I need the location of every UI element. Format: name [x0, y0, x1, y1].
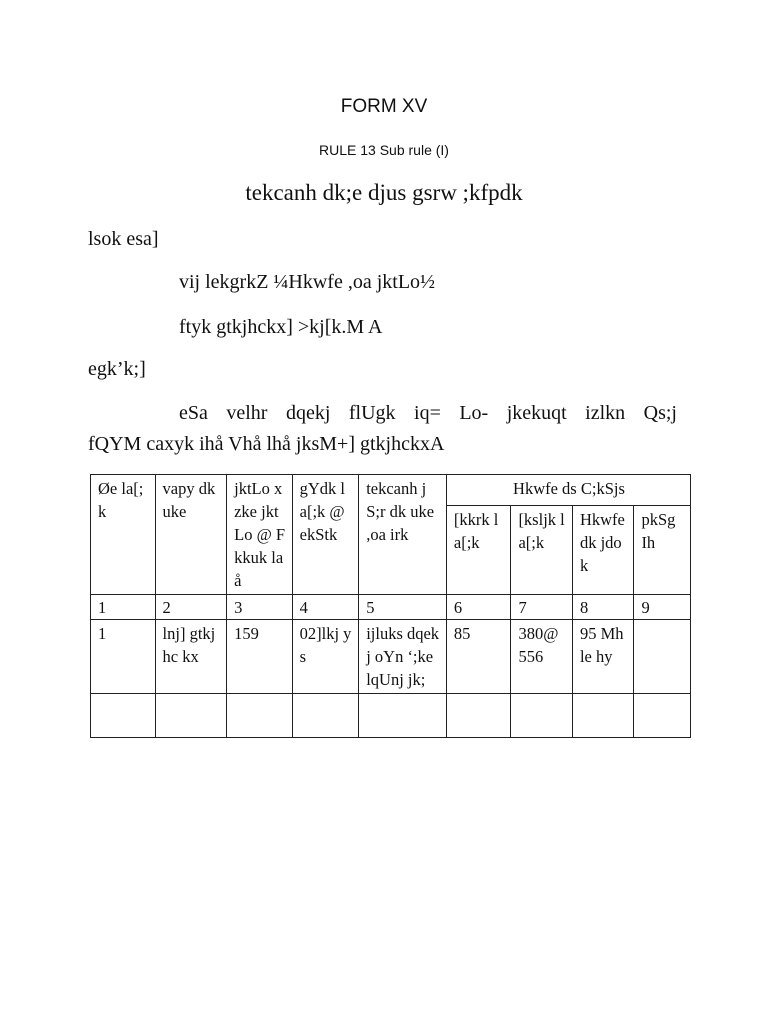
document-heading: tekcanh dk;e djus gsrw ;kfpdk [245, 180, 523, 205]
column-number: 8 [572, 595, 634, 620]
column-number: 7 [511, 595, 573, 620]
table-cell [572, 694, 634, 738]
column-number: 5 [359, 595, 447, 620]
table-cell [634, 620, 691, 694]
body-text-line-1: eSa velhr dqekj flUgk iq= Lo- jkekuqt izlkn Qs;j [179, 402, 677, 424]
header-row [91, 475, 691, 506]
header-revenue-village: jktLo xzke jktLo @ Fkkuk laå [227, 475, 293, 595]
rule-reference: RULE 13 Sub rule (I) [319, 142, 449, 158]
table-cell: 95 Mhle hy [572, 620, 634, 694]
column-number: 3 [227, 595, 293, 620]
table-cell: lnj] gtkjhc kx [155, 620, 227, 694]
column-number: 1 [91, 595, 156, 620]
header-circle-name: vapy dk uke [155, 475, 227, 595]
header-halka-number: gYdk la[;k @ ekStk [292, 475, 359, 595]
header-raiyat-name-address: tekcanh jS;r dk uke ,oa irk [359, 475, 447, 595]
body-text-line-2: fQYM caxyk ihå Vhå lhå jksM+] gtkjhckxA [88, 433, 445, 455]
column-number: 6 [446, 595, 511, 620]
table-cell [155, 694, 227, 738]
land-details-table [90, 474, 691, 738]
column-number-row [91, 595, 691, 620]
header-serial-number: Øe la[;k [91, 475, 156, 595]
table-cell [359, 694, 447, 738]
recipient-line-1: vij lekgrkZ ¼Hkwfe ,oa jktLo½ [179, 271, 436, 293]
header-boundary: pkSg Ih [634, 506, 691, 595]
table-cell: 380@ 556 [511, 620, 573, 694]
header-land-area: Hkwfe dk jdok [572, 506, 634, 595]
table-cell [634, 694, 691, 738]
table-row [91, 620, 691, 694]
header-khesra-number: [ksljk la[;k [511, 506, 573, 595]
table-cell [227, 694, 293, 738]
column-number: 2 [155, 595, 227, 620]
table-cell: 85 [446, 620, 511, 694]
table-cell [91, 694, 156, 738]
table-cell [446, 694, 511, 738]
table-cell [511, 694, 573, 738]
recipient-line-2: ftyk gtkjhckx] >kj[k.M A [179, 316, 383, 338]
column-number: 4 [292, 595, 359, 620]
table-cell [292, 694, 359, 738]
table-cell: 02]lkj ys [292, 620, 359, 694]
column-number: 9 [634, 595, 691, 620]
table-cell: 159 [227, 620, 293, 694]
table-cell: 1 [91, 620, 156, 694]
form-title: FORM XV [340, 96, 428, 117]
greeting: egk’k;] [88, 358, 146, 380]
table-row [91, 694, 691, 738]
salutation: lsok esa] [88, 228, 159, 250]
header-land-details: Hkwfe ds C;kSjs [446, 475, 690, 506]
header-khata-number: [kkrk la[;k [446, 506, 511, 595]
table-cell: ijluks dqekj oYn ‘;ke lqUnj jk; [359, 620, 447, 694]
